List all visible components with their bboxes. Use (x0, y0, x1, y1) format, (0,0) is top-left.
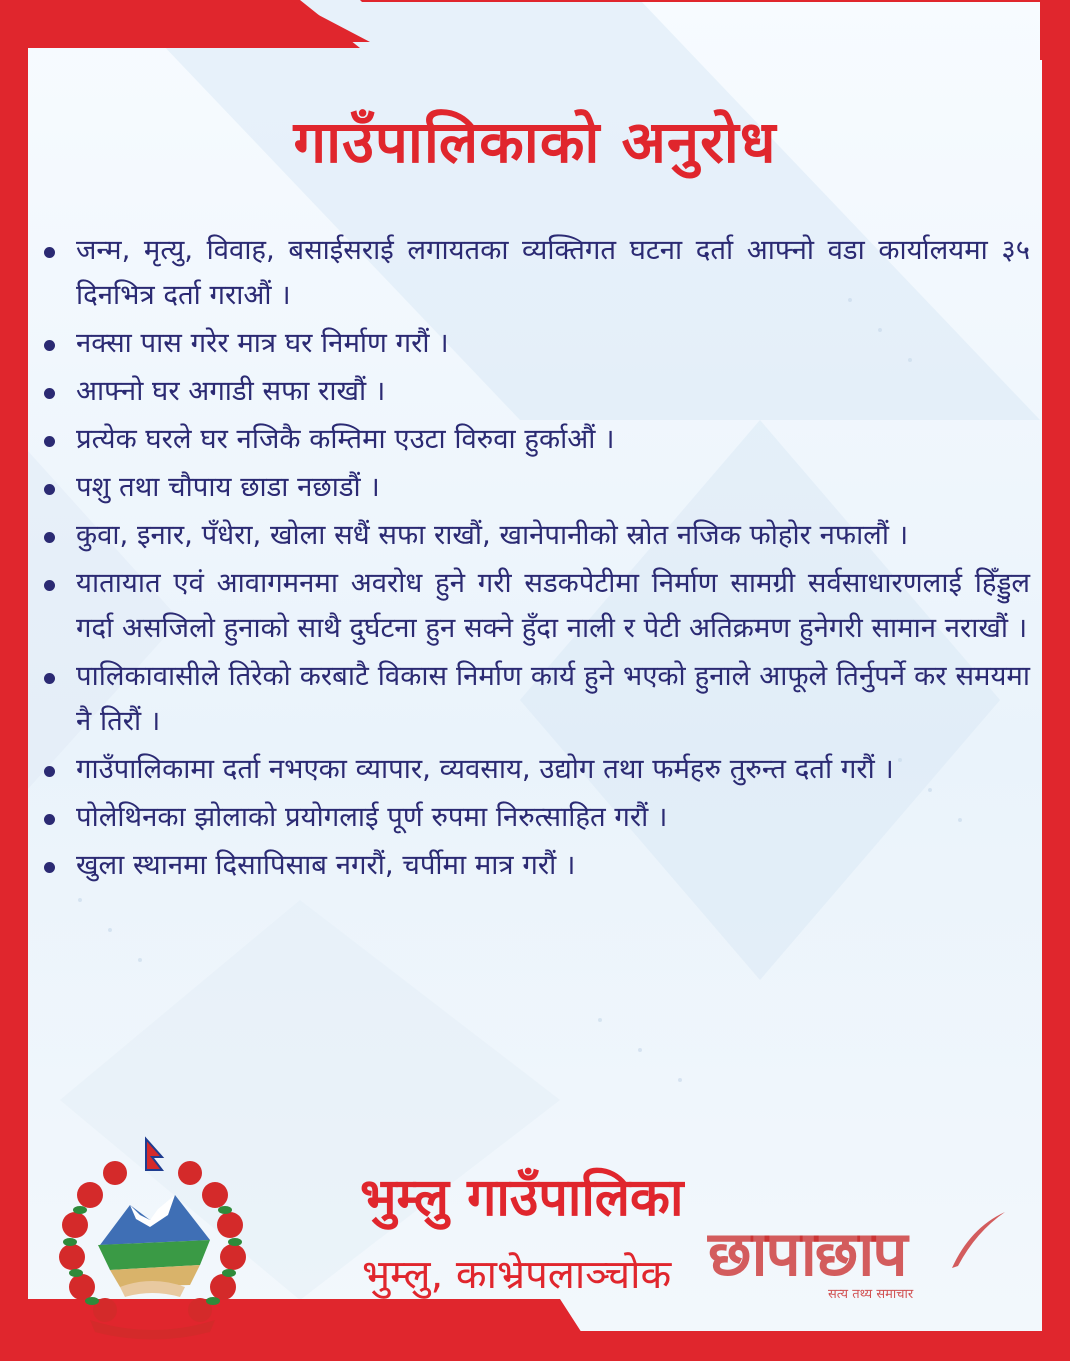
page-title: गाउँपालिकाको अनुरोध (293, 108, 777, 176)
watermark-tagline: सत्य तथ्य समाचार (828, 1287, 914, 1302)
bullet-icon (44, 484, 55, 495)
bullet-icon (44, 673, 55, 684)
left-red-border (0, 0, 28, 1361)
bullet-icon (44, 580, 55, 591)
list-item: कुवा, इनार, पँधेरा, खोला सधैं सफा राखौं, खानेपानीको स्रोत नजिक फोहोर नफालौं । (40, 513, 1030, 558)
bullet-icon (44, 532, 55, 543)
watermark-brand: छापाछाप (708, 1217, 906, 1290)
bullet-icon (44, 814, 55, 825)
list-item: गाउँपालिकामा दर्ता नभएका व्यापार, व्यवसाय, उद्योग तथा फर्महरु तुरुन्त दर्ता गरौं । (40, 747, 1030, 792)
nepal-government-emblem-icon (50, 1125, 255, 1340)
list-item: प्रत्येक घरले घर नजिकै कम्तिमा एउटा विरुवा हुर्काऔं । (40, 417, 1030, 462)
org-name: भुम्लु गाउँपालिका (360, 1168, 684, 1228)
org-address: भुम्लु, काभ्रेपलाञ्चोक (362, 1252, 672, 1298)
bullet-icon (44, 388, 55, 399)
list-item: खुला स्थानमा दिसापिसाब नगरौं, चर्पीमा मात्र गरौं । (40, 843, 1030, 888)
bullet-icon (44, 436, 55, 447)
list-item: पोलेथिनका झोलाको प्रयोगलाई पूर्ण रुपमा निरुत्साहित गरौं । (40, 795, 1030, 840)
list-item: यातायात एवं आवागमनमा अवरोध हुने गरी सडकपेटीमा निर्माण सामग्री सर्वसाधारणलाई हिँड्डुल गर्दा असजिलो हुनाको साथै दुर्घटना हुन सक्ने हुँदा नाली र पेटी अतिक्रमण हुनेगरी सामान नराखौं । (40, 561, 1030, 651)
list-item: नक्सा पास गरेर मात्र घर निर्माण गरौं । (40, 321, 1030, 366)
top-red-slant (290, 0, 370, 42)
right-red-border (1042, 0, 1070, 1361)
list-item: पालिकावासीले तिरेको करबाटै विकास निर्माण कार्य हुने भएको हुनाले आफूले तिर्नुपर्ने कर समयमा नै तिरौं । (40, 654, 1030, 744)
list-item: पशु तथा चौपाय छाडा नछाडौं । (40, 465, 1030, 510)
request-list (40, 228, 1030, 891)
bullet-icon (44, 340, 55, 351)
list-item: आफ्नो घर अगाडी सफा राखौं । (40, 369, 1030, 414)
list-item: जन्म, मृत्यु, विवाह, बसाईसराई लगायतका व्यक्तिगत घटना दर्ता आफ्नो वडा कार्यालयमा ३५ दिनभित्र दर्ता गराऔं । (40, 228, 1030, 318)
feather-icon (940, 1208, 1010, 1278)
top-left-red-band (28, 0, 298, 42)
bullet-icon (44, 247, 55, 258)
bullet-icon (44, 766, 55, 777)
bullet-icon (44, 862, 55, 873)
